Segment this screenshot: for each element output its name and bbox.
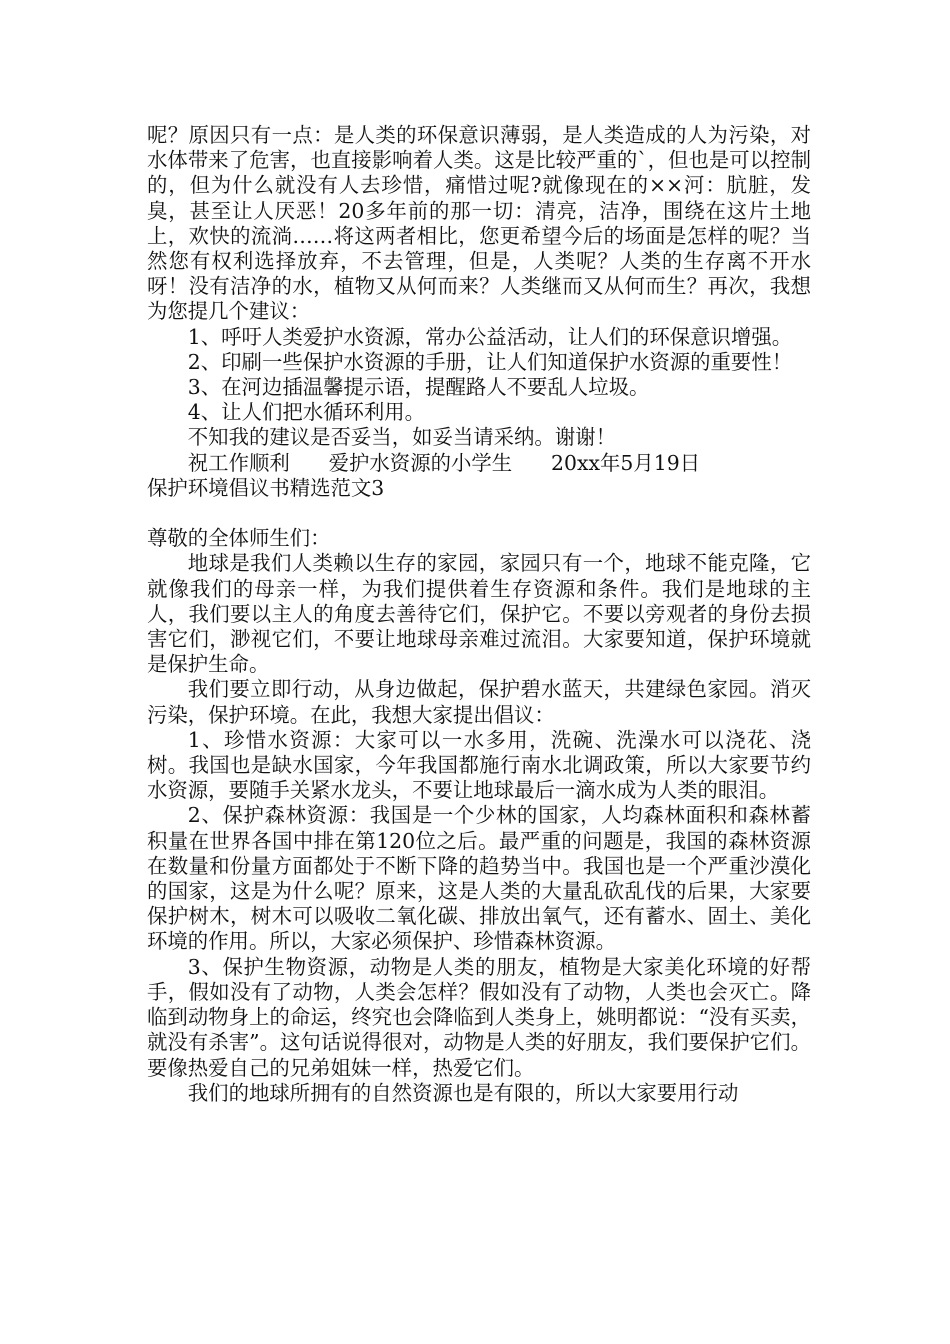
- document-body: [147, 123, 811, 1106]
- suggestion-1: 1、呼吁人类爱护水资源，常办公益活动，让人们的环保意识增强。: [187, 324, 793, 349]
- suggestion-2: 2、印刷一些保护水资源的手册，让人们知道保护水资源的重要性！: [187, 349, 793, 374]
- paragraph-water-problem: 呢？原因只有一点：是人类的环保意识薄弱，是人类造成的人为污染，对水体带来了危害，也直接影响着人类。这是比较严重的`，但也是可以控制的，但为什么就没有人去珍惜，痛惜过呢?就像现在的××河：肮脏，发臭，甚至让人厌恶！20多年前的那一切：清亮，洁净，围绕在这片土地上，欢快的流淌……将这两者相比，您更希望今后的场面是怎样的呢？当然您有权利选择放弃，不去管理，但是，人类呢？人类的生存离不开水呀！没有洁净的水，植物又从何而来？人类继而又从何而生？再次，我想为您提几个建议：: [147, 123, 811, 324]
- signoff-line: 祝工作顺利 爱护水资源的小学生 20xx年5月19日: [187, 450, 701, 475]
- salutation: 尊敬的全体师生们：: [147, 526, 331, 551]
- suggestion-4: 4、让人们把水循环利用。: [187, 400, 426, 425]
- proposal-forest: 2、保护森林资源：我国是一个少林的国家，人均森林面积和森林蓄积量在世界各国中排在第120位之后。最严重的问题是，我国的森林资源在数量和份量方面都处于不断下降的趋势当中。我国也是一个严重沙漠化的国家，这是为什么呢？原来，这是人类的大量乱砍乱伐的后果，大家要保护树木，树木可以吸收二氧化碳、排放出氧气，还有蓄水、固土、美化环境的作用。所以，大家必须保护、珍惜森林资源。: [147, 803, 811, 954]
- paragraph-call-to-action: 我们要立即行动，从身边做起，保护碧水蓝天，共建绿色家园。消灭污染，保护环境。在此，我想大家提出倡议：: [147, 677, 811, 727]
- proposal-water: 1、珍惜水资源：大家可以一水多用，洗碗、洗澡水可以浇花、浇树。我国也是缺水国家，今年我国都施行南水北调政策，所以大家要节约水资源，要随手关紧水龙头，不要让地球最后一滴水成为人类的眼泪。: [147, 727, 811, 803]
- section-title: 保护环境倡议书精选范文3: [147, 475, 385, 500]
- proposal-wildlife: 3、保护生物资源，动物是人类的朋友，植物是大家美化环境的好帮手，假如没有了动物，人类会怎样？假如没有了动物，人类也会灭亡。降临到动物身上的命运，终究也会降临到人类身上，姚明都说：“没有买卖，就没有杀害”。这句话说得很对，动物是人类的好朋友，我们要保护它们。要像热爱自己的兄弟姐妹一样，热爱它们。: [147, 954, 811, 1080]
- closing-remark: 不知我的建议是否妥当，如妥当请采纳。谢谢！: [187, 425, 616, 450]
- paragraph-earth-home: 地球是我们人类赖以生存的家园，家园只有一个，地球不能克隆，它就像我们的母亲一样，为我们提供着生存资源和条件。我们是地球的主人，我们要以主人的角度去善待它们，保护它。不要以旁观者的身份去损害它们，渺视它们，不要让地球母亲难过流泪。大家要知道，保护环境就是保护生命。: [147, 551, 811, 677]
- suggestion-3: 3、在河边插温馨提示语，提醒路人不要乱人垃圾。: [187, 375, 650, 400]
- paragraph-limited-resources: 我们的地球所拥有的自然资源也是有限的，所以大家要用行动: [187, 1080, 739, 1105]
- blank-line: [147, 501, 811, 526]
